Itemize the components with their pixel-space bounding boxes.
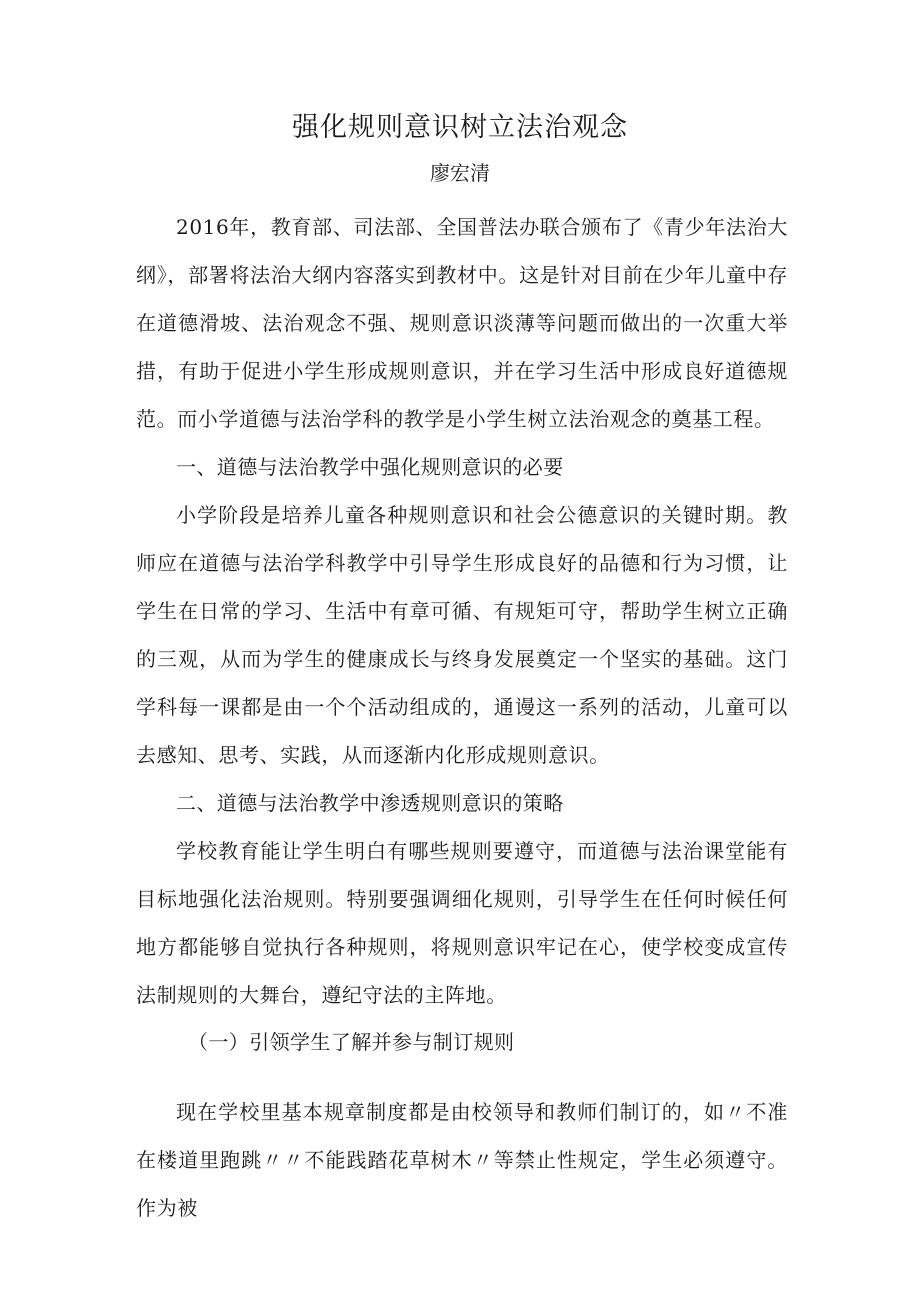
document-title: 强化规则意识树立法治观念 bbox=[292, 112, 628, 143]
section-2-heading: 二、道德与法治教学中渗透规则意识的策略 bbox=[176, 791, 564, 815]
subsection-1-paragraph: 现在学校里基本规章制度都是由校领导和教师们制订的，如〃不准在楼道里跑跳〃〃不能践踏花草树木〃等禁止性规定，学生必须遵守。作为被 bbox=[136, 1100, 788, 1220]
intro-paragraph: 2016年，教育部、司法部、全国普法办联合颁布了《青少年法治大纲》，部署将法治大纲内容落实到教材中。这是针对目前在少年儿童中存在道德滑坡、法治观念不强、规则意识淡薄等问题而做出的一次重大举措，有助于促进小学生形成规则意识，并在学习生活中形成良好道德规范。而小学道德与法治学科的教学是小学生树立法治观念的奠基工程。 bbox=[136, 215, 788, 431]
section-1-heading: 一、道德与法治教学中强化规则意识的必要 bbox=[176, 455, 564, 479]
subsection-1-heading: （一）引领学生了解并参与制订规则 bbox=[188, 1030, 515, 1054]
document-author: 廖宏清 bbox=[430, 161, 490, 185]
section-2-paragraph: 学校教育能让学生明白有哪些规则要遵守，而道德与法治课堂能有目标地强化法治规则。特别要强调细化规则，引导学生在任何时候任何地方都能够自觉执行各种规则，将规则意识牢记在心，使学校变成宣传法制规则的大舞台，遵纪守法的主阵地。 bbox=[136, 839, 788, 1007]
section-1-paragraph: 小学阶段是培养儿童各种规则意识和社会公德意识的关键时期。教师应在道德与法治学科教学中引导学生形成良好的品德和行为习惯，让学生在日常的学习、生活中有章可循、有规矩可守，帮助学生树立正确的三观，从而为学生的健康成长与终身发展奠定一个坚实的基础。这门学科每一课都是由一个个活动组成的，通谩这一系列的活动，儿童可以去感知、思考、实践，从而逐渐内化形成规则意识。 bbox=[136, 503, 788, 767]
